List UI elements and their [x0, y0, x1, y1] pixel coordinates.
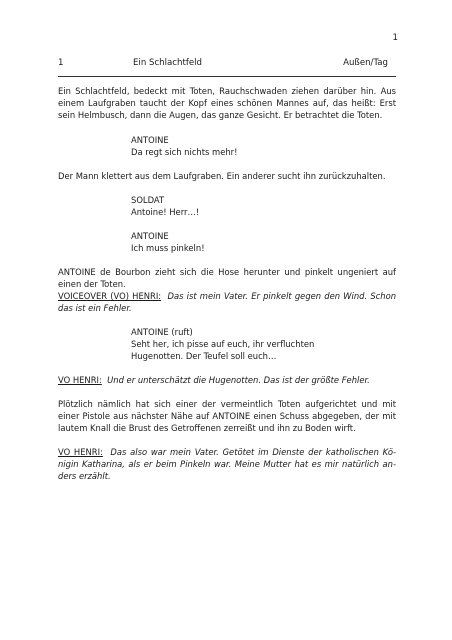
scene-heading: [58, 58, 396, 72]
voiceover-3: [58, 446, 396, 482]
action-paragraph-3: ANTOINE de Bourbon zieht sich die Hose herunter und pinkelt ungeniert auf einen der Toten.: [58, 267, 396, 290]
voiceover-1: [58, 290, 396, 314]
voiceover-text: Das ist mein Vater. Er pinkelt gegen den Wind. Schon das ist ein Fehler.: [58, 291, 397, 314]
dialogue-line: Da regt sich nichts mehr!: [131, 147, 238, 157]
voiceover-speaker: VO HENRI:: [58, 447, 103, 457]
action-paragraph-4: Plötzlich nämlich hat sich einer der vermeintlich Toten aufgerichtet und mit einer Pistole aus nächster Nähe auf ANTOINE einen Schuss abgegeben, der mit lautem Knall die Brust des Getroffenen zerreißt und ihn zu Boden wirft.: [58, 399, 396, 434]
dialogue-line: Ich muss pinkeln!: [131, 243, 205, 253]
character-name-antoine-ruft: ANTOINE (ruft): [131, 327, 193, 337]
dialogue-line: Seht her, ich pisse auf euch, ihr verfluchten: [131, 339, 315, 349]
scene-location: Außen/Tag: [343, 58, 388, 68]
voiceover-speaker: VO HENRI:: [58, 375, 102, 385]
action-paragraph-2: Der Mann klettert aus dem Laufgraben. Ein anderer sucht ihn zurückzuhalten.: [58, 171, 386, 181]
character-name-antoine: ANTOINE: [131, 135, 169, 145]
voiceover-2: [58, 374, 396, 386]
page-number: 1: [392, 33, 398, 43]
scene-title: Ein Schlachtfeld: [133, 58, 202, 68]
voiceover-text: Und er unterschätzt die Hugenotten. Das ist der größte Fehler.: [107, 375, 370, 385]
action-paragraph-1: Ein Schlachtfeld, bedeckt mit Toten, Rauchschwaden ziehen darüber hin. Aus einem Laufgraben taucht der Kopf eines schönen Mannes auf, das heißt: Erst sein Helmbusch, dann die Augen, das ganze Gesicht. Er betrachtet die Toten.: [58, 86, 396, 121]
character-name-antoine: ANTOINE: [131, 231, 169, 241]
dialogue-line: Antoine! Herr…!: [131, 207, 200, 217]
voiceover-speaker: VOICEOVER (VO) HENRI:: [58, 291, 162, 301]
scene-number: 1: [58, 58, 64, 68]
character-name-soldat: SOLDAT: [131, 195, 165, 205]
dialogue-line: Hugenotten. Der Teufel soll euch…: [131, 351, 277, 361]
scene-heading-rule: [58, 76, 396, 77]
voiceover-text: Das also war mein Vater. Getötet im Dienste der katholischen Königin Katharina, als er beim Pinkeln war. Meine Mutter hat es mir natürlich anders erzählt.: [58, 447, 396, 482]
